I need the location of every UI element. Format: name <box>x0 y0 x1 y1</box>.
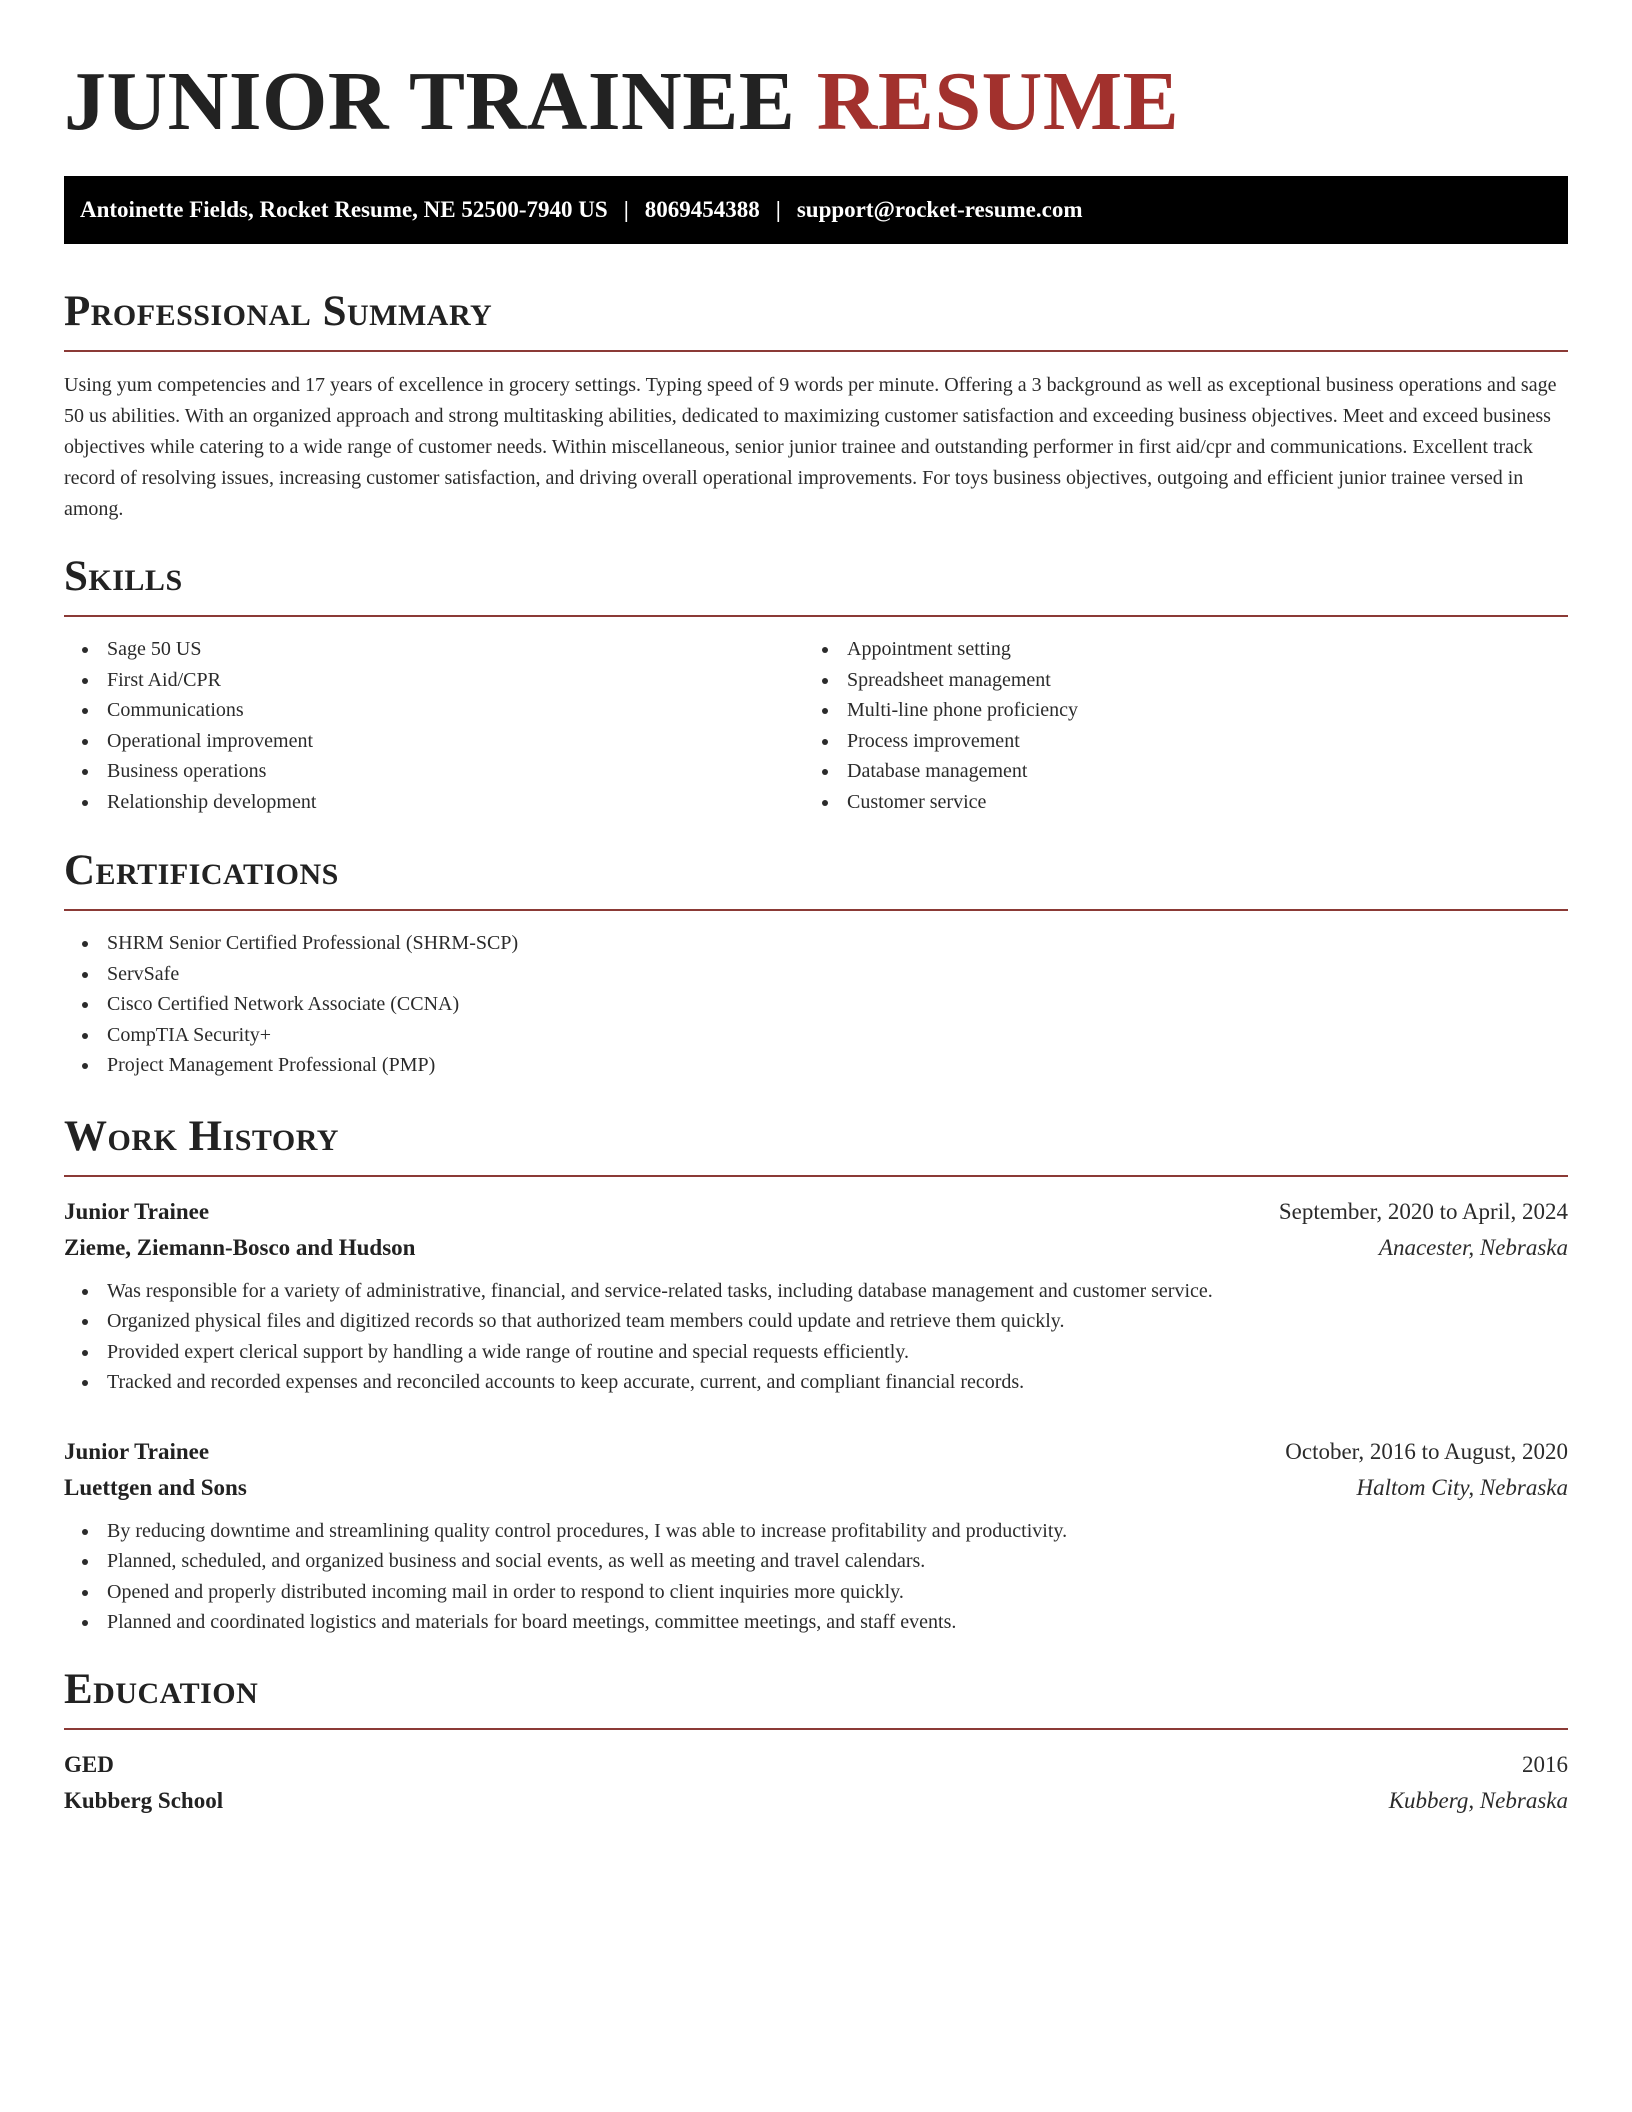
job-company: Luettgen and Sons <box>64 1474 247 1500</box>
education-school-row <box>64 1783 1568 1819</box>
professional-summary-section <box>64 286 1568 525</box>
contact-separator: | <box>775 197 781 222</box>
section-divider <box>64 350 1568 352</box>
resume-title <box>64 52 1568 152</box>
certification-item: CompTIA Security+ <box>64 1020 1568 1051</box>
job-header-row <box>64 1434 1568 1470</box>
section-divider <box>64 615 1568 617</box>
skills-list-right <box>804 634 1544 817</box>
skill-item: Multi-line phone proficiency <box>804 695 1544 726</box>
contact-phone: 8069454388 <box>644 197 760 222</box>
skill-item: First Aid/CPR <box>64 665 804 696</box>
education-year: 2016 <box>1522 1751 1568 1777</box>
skills-section <box>64 551 1568 817</box>
contact-bar <box>64 176 1568 244</box>
section-divider <box>64 1175 1568 1177</box>
contact-separator: | <box>623 197 629 222</box>
responsibility-item: Provided expert clerical support by handling a wide range of routine and special requests efficiently. <box>64 1337 1568 1368</box>
job-responsibilities <box>64 1276 1568 1398</box>
job-entry <box>64 1194 1568 1398</box>
skill-item: Relationship development <box>64 787 804 818</box>
title-accent: RESUME <box>816 55 1180 148</box>
section-heading: Professional Summary <box>64 288 493 335</box>
job-company-row <box>64 1470 1568 1506</box>
skill-item: Process improvement <box>804 726 1544 757</box>
section-heading: Education <box>64 1665 259 1713</box>
summary-text: Using yum competencies and 17 years of excellence in grocery settings. Typing speed of 9 words per minute. Offering a 3 background as well as exceptional business operations and sage 50 us abilities. With an organized approach and strong multitasking abilities, dedicated to maximizing customer satisfaction and exceeding business objectives. Meet and exceed business objectives while catering to a wide range of customer needs. Within miscellaneous, senior junior trainee and outstanding performer in first aid/cpr and communications. Excellent track record of resolving issues, increasing customer satisfaction, and driving overall operational improvements. For toys business objectives, outgoing and efficient junior trainee versed in among. <box>64 374 1557 520</box>
work-history-section <box>64 1111 1568 1638</box>
education-school: Kubberg School <box>64 1787 224 1813</box>
certification-item: ServSafe <box>64 959 1568 990</box>
certifications-list <box>64 928 1568 1081</box>
education-degree: GED <box>64 1751 114 1777</box>
certification-item: Project Management Professional (PMP) <box>64 1050 1568 1081</box>
contact-email: support@rocket-resume.com <box>796 197 1083 222</box>
education-entry <box>64 1747 1568 1819</box>
job-company: Zieme, Ziemann-Bosco and Hudson <box>64 1234 416 1260</box>
certification-item: Cisco Certified Network Associate (CCNA) <box>64 989 1568 1020</box>
skill-item: Appointment setting <box>804 634 1544 665</box>
skill-item: Operational improvement <box>64 726 804 757</box>
education-section <box>64 1664 1568 1819</box>
job-location: Anacester, Nebraska <box>1378 1234 1568 1260</box>
job-entry <box>64 1434 1568 1638</box>
skill-item: Sage 50 US <box>64 634 804 665</box>
skill-item: Spreadsheet management <box>804 665 1544 696</box>
job-dates: September, 2020 to April, 2024 <box>1278 1198 1568 1224</box>
responsibility-item: Was responsible for a variety of administrative, financial, and service-related tasks, including database management and customer service. <box>64 1276 1568 1307</box>
section-divider <box>64 1728 1568 1730</box>
responsibility-item: Organized physical files and digitized records so that authorized team members could update and retrieve them quickly. <box>64 1306 1568 1337</box>
responsibility-item: Planned and coordinated logistics and materials for board meetings, committee meetings, and staff events. <box>64 1607 1568 1638</box>
job-title: Junior Trainee <box>64 1198 210 1224</box>
contact-address: Antoinette Fields, Rocket Resume, NE 52500-7940 US <box>80 197 608 222</box>
job-title: Junior Trainee <box>64 1438 210 1464</box>
skill-item: Communications <box>64 695 804 726</box>
responsibility-item: By reducing downtime and streamlining quality control procedures, I was able to increase profitability and productivity. <box>64 1516 1568 1547</box>
education-degree-row <box>64 1747 1568 1783</box>
skill-item: Database management <box>804 756 1544 787</box>
skills-grid <box>64 634 1568 817</box>
job-responsibilities <box>64 1516 1568 1638</box>
section-heading: Skills <box>64 553 183 600</box>
section-divider <box>64 909 1568 911</box>
job-dates: October, 2016 to August, 2020 <box>1285 1438 1568 1464</box>
skills-list-left <box>64 634 804 817</box>
title-main: JUNIOR TRAINEE <box>64 55 796 148</box>
job-location: Haltom City, Nebraska <box>1356 1474 1568 1500</box>
section-heading: Work History <box>64 1112 339 1160</box>
education-location: Kubberg, Nebraska <box>1388 1787 1568 1813</box>
skill-item: Customer service <box>804 787 1544 818</box>
job-header-row <box>64 1194 1568 1230</box>
certifications-section <box>64 845 1568 1081</box>
responsibility-item: Opened and properly distributed incoming mail in order to respond to client inquiries more quickly. <box>64 1577 1568 1608</box>
section-heading: Certifications <box>64 847 339 894</box>
responsibility-item: Planned, scheduled, and organized business and social events, as well as meeting and travel calendars. <box>64 1546 1568 1577</box>
certification-item: SHRM Senior Certified Professional (SHRM-SCP) <box>64 928 1568 959</box>
skill-item: Business operations <box>64 756 804 787</box>
responsibility-item: Tracked and recorded expenses and reconciled accounts to keep accurate, current, and compliant financial records. <box>64 1367 1568 1398</box>
job-company-row <box>64 1230 1568 1266</box>
